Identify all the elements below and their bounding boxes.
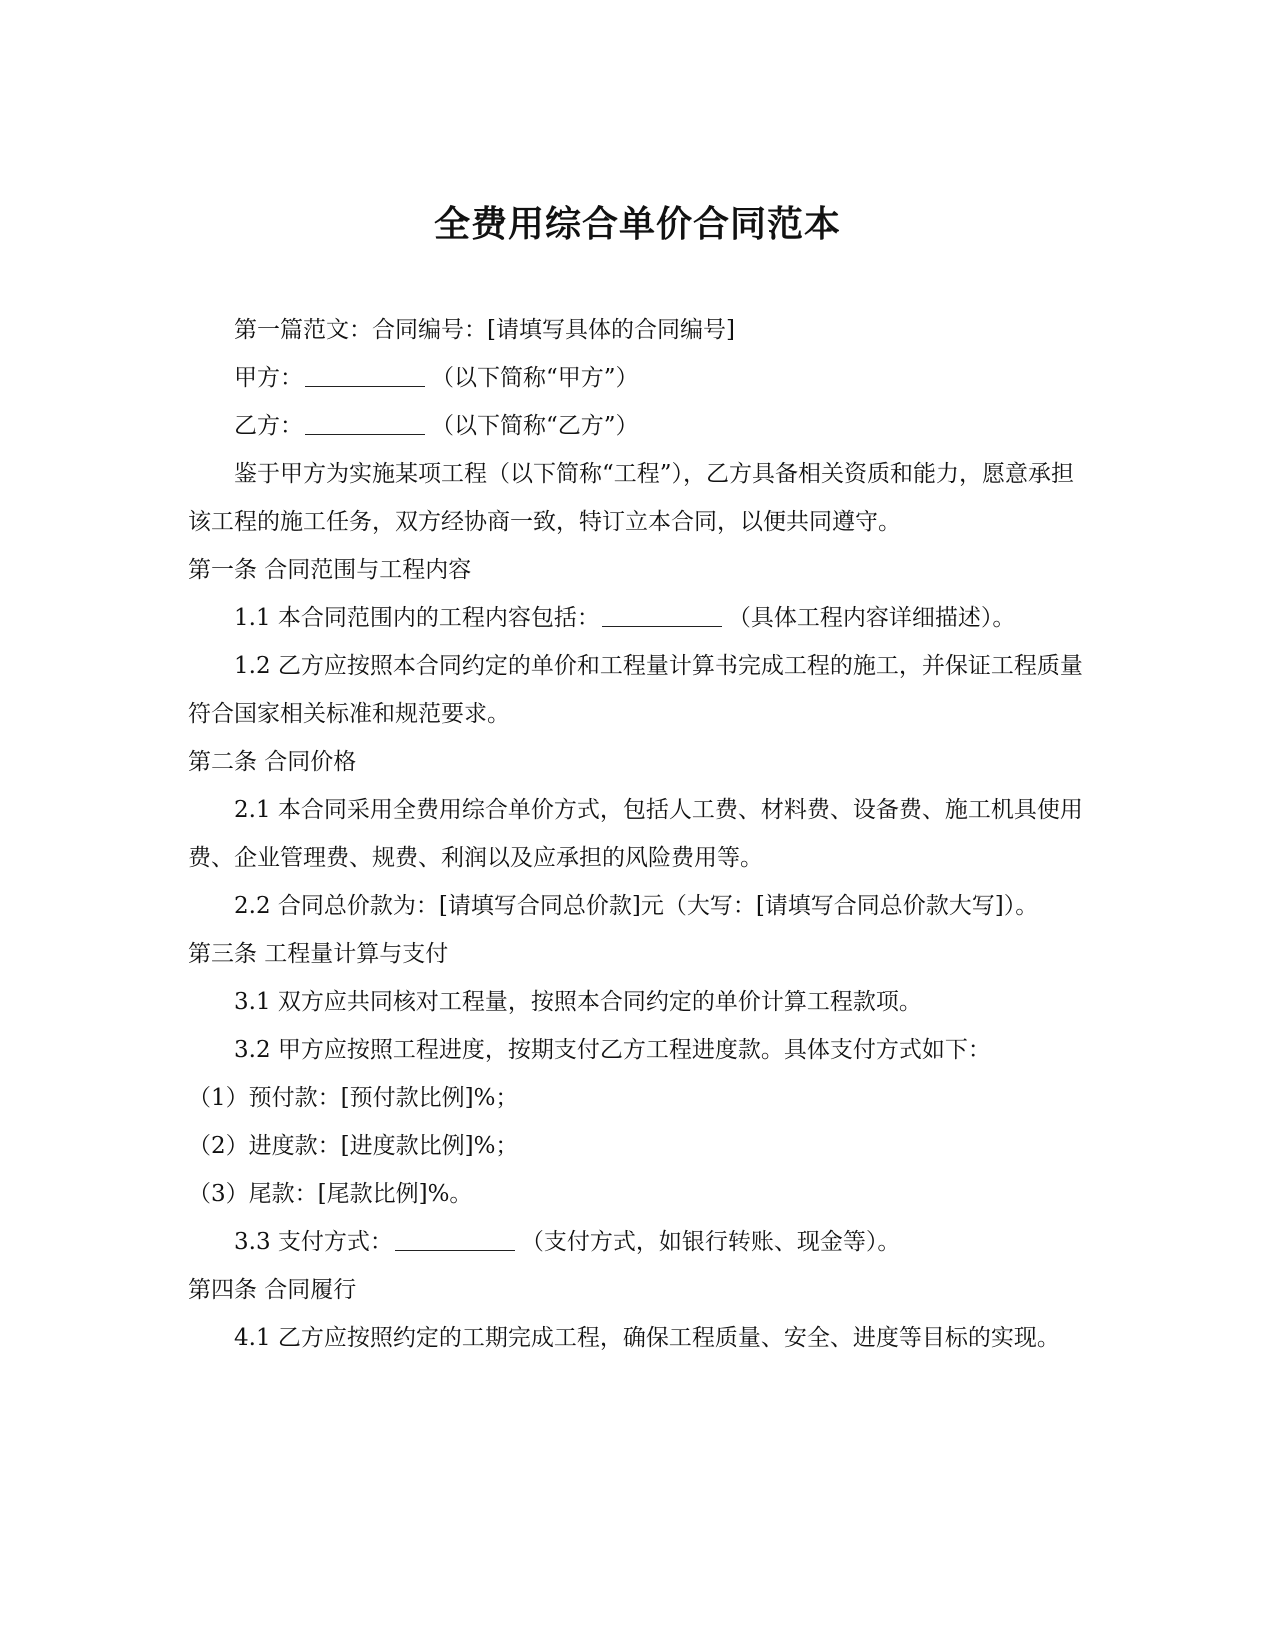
document-title: 全费用综合单价合同范本 bbox=[433, 203, 841, 245]
clause-3-3 bbox=[188, 1218, 1090, 1266]
clause-1-1 bbox=[188, 594, 1090, 642]
clause-4-1: 4.1 乙方应按照约定的工期完成工程，确保工程质量、安全、进度等目标的实现。 bbox=[234, 1325, 1060, 1351]
article-2-heading: 第二条 合同价格 bbox=[188, 749, 357, 775]
clause-1-1-blank bbox=[602, 604, 722, 627]
party-a-label: 甲方： bbox=[234, 365, 303, 391]
clause-1-1-text: 1.1 本合同范围内的工程内容包括： bbox=[234, 605, 600, 631]
article-4-heading: 第四条 合同履行 bbox=[188, 1277, 357, 1303]
clause-3-3-text: 3.3 支付方式： bbox=[234, 1229, 393, 1255]
party-b-line bbox=[188, 402, 1090, 450]
clause-1-2: 1.2 乙方应按照本合同约定的单价和工程量计算书完成工程的施工，并保证工程质量符合国家相关标准和规范要求。 bbox=[188, 653, 1083, 727]
clause-2-1: 2.1 本合同采用全费用综合单价方式，包括人工费、材料费、设备费、施工机具使用费、企业管理费、规费、利润以及应承担的风险费用等。 bbox=[188, 797, 1083, 871]
payment-item-3: （3）尾款：[尾款比例]%。 bbox=[188, 1181, 473, 1207]
payment-item-1: （1）预付款：[预付款比例]%； bbox=[188, 1085, 519, 1111]
clause-3-3-note: （支付方式，如银行转账、现金等）。 bbox=[520, 1229, 901, 1255]
clause-3-1: 3.1 双方应共同核对工程量，按照本合同约定的单价计算工程款项。 bbox=[234, 989, 922, 1015]
party-a-blank bbox=[305, 364, 425, 387]
contract-number-line: 第一篇范文：合同编号：[请填写具体的合同编号] bbox=[234, 317, 735, 343]
clause-1-1-note: （具体工程内容详细描述）。 bbox=[727, 605, 1016, 631]
clause-3-2: 3.2 甲方应按照工程进度，按期支付乙方工程进度款。具体支付方式如下： bbox=[234, 1037, 991, 1063]
party-b-note: （以下简称“乙方”） bbox=[431, 413, 639, 439]
party-a-note: （以下简称“甲方”） bbox=[431, 365, 639, 391]
clause-2-2: 2.2 合同总价款为：[请填写合同总价款]元（大写：[请填写合同总价款大写]）。 bbox=[234, 893, 1039, 919]
article-3-heading: 第三条 工程量计算与支付 bbox=[188, 941, 449, 967]
article-1-heading: 第一条 合同范围与工程内容 bbox=[188, 557, 472, 583]
party-b-blank bbox=[305, 412, 425, 435]
party-b-label: 乙方： bbox=[234, 413, 303, 439]
clause-3-3-blank bbox=[395, 1228, 515, 1251]
payment-item-2: （2）进度款：[进度款比例]%； bbox=[188, 1133, 519, 1159]
party-a-line bbox=[188, 354, 1090, 402]
document-body bbox=[188, 306, 1090, 1362]
preamble-paragraph: 鉴于甲方为实施某项工程（以下简称“工程”），乙方具备相关资质和能力，愿意承担该工程的施工任务，双方经协商一致，特订立本合同，以便共同遵守。 bbox=[188, 461, 1075, 535]
